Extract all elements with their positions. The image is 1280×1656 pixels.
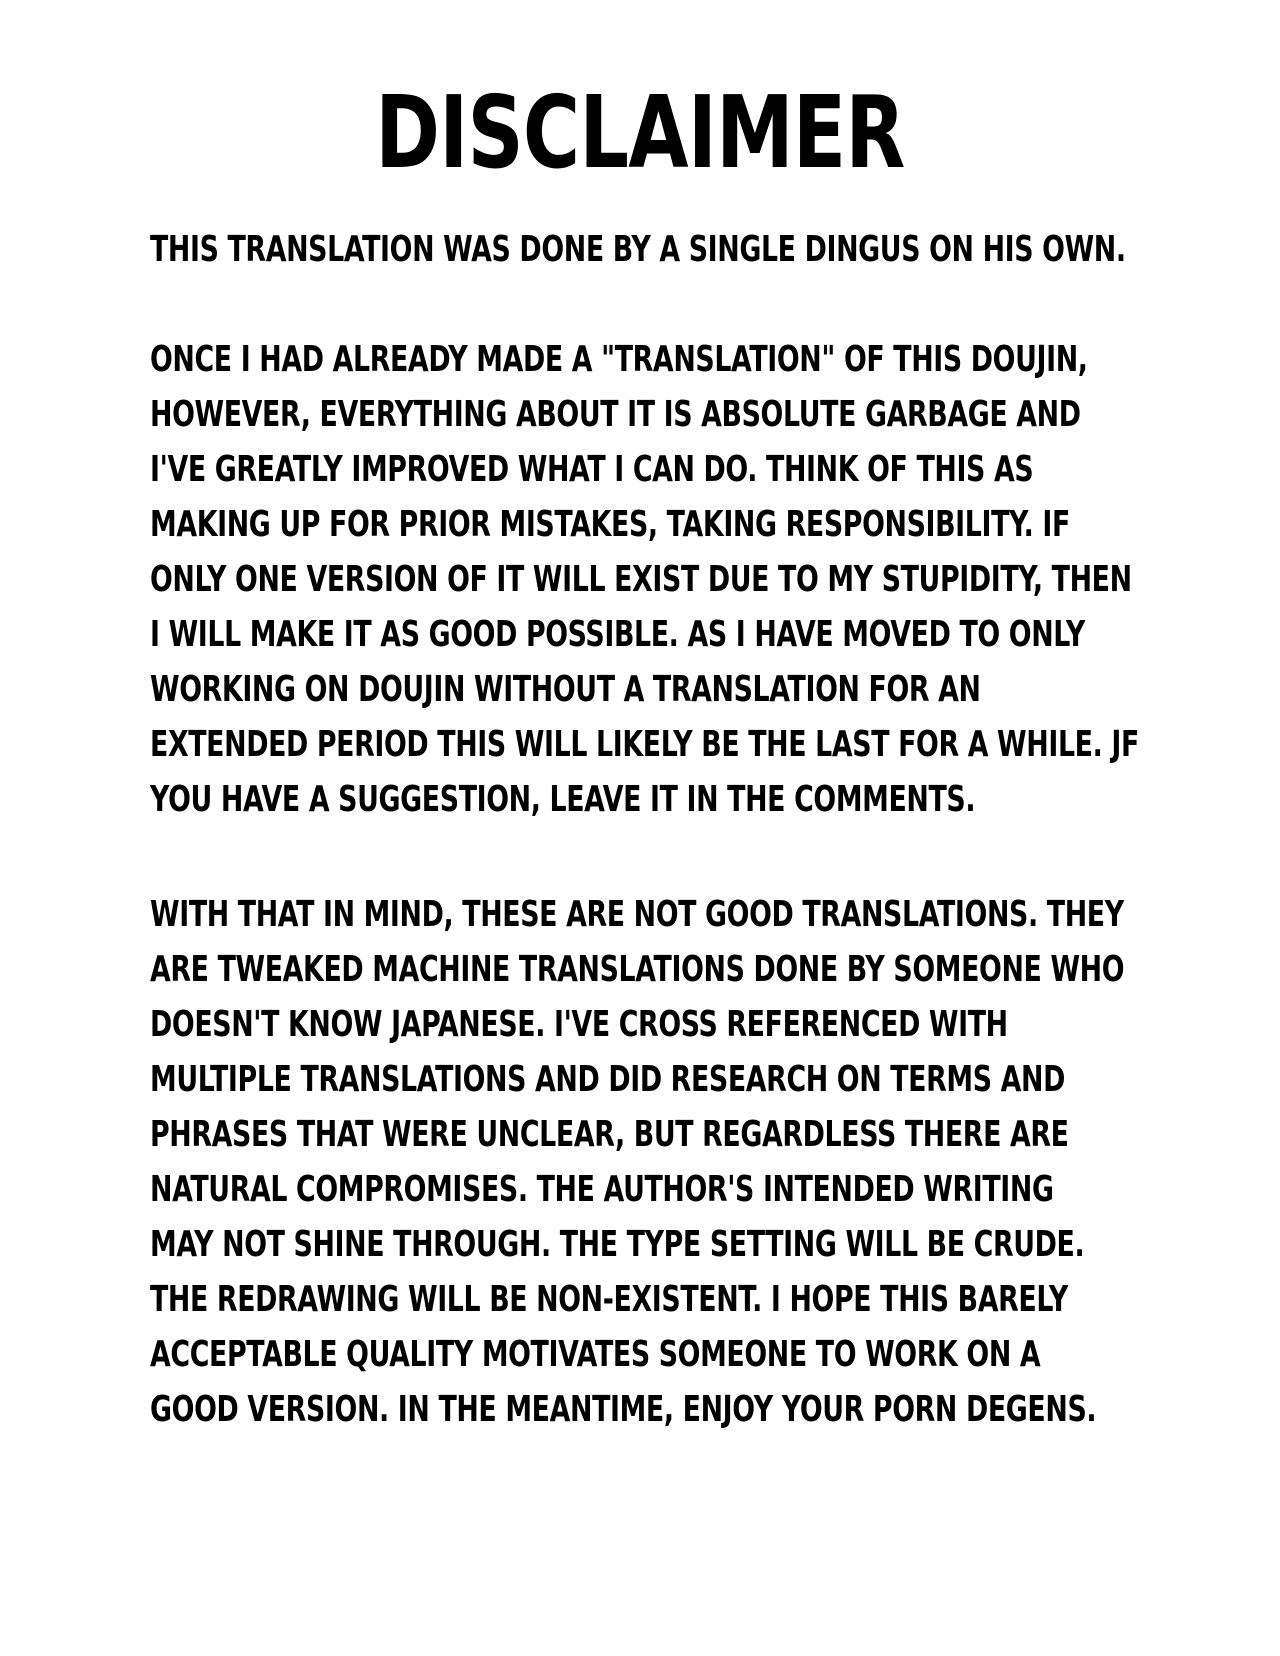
- paragraph-2-line-3: I'VE GREATLY IMPROVED WHAT I CAN DO. THINK OF THIS AS: [150, 449, 1034, 490]
- paragraph-2-line-5: ONLY ONE VERSION OF IT WILL EXIST DUE TO MY STUPIDITY, THEN: [150, 559, 1132, 600]
- paragraph-3-line-3: DOESN'T KNOW JAPANESE. I'VE CROSS REFERENCED WITH: [150, 1004, 1008, 1045]
- paragraph-2-line-4: MAKING UP FOR PRIOR MISTAKES, TAKING RESPONSIBILITY. IF: [150, 504, 1070, 545]
- paragraph-3-line-4: MULTIPLE TRANSLATIONS AND DID RESEARCH ON TERMS AND: [150, 1059, 1065, 1100]
- paragraph-1-line-1: THIS TRANSLATION WAS DONE BY A SINGLE DINGUS ON HIS OWN.: [150, 229, 1126, 270]
- paragraph-2-line-2: HOWEVER, EVERYTHING ABOUT IT IS ABSOLUTE GARBAGE AND: [150, 394, 1081, 435]
- paragraph-3-line-1: WITH THAT IN MIND, THESE ARE NOT GOOD TRANSLATIONS. THEY: [150, 894, 1124, 935]
- paragraph-2-line-8: EXTENDED PERIOD THIS WILL LIKELY BE THE LAST FOR A WHILE. JF: [150, 724, 1139, 765]
- paragraph-3-line-5: PHRASES THAT WERE UNCLEAR, BUT REGARDLESS THERE ARE: [150, 1114, 1069, 1155]
- paragraph-3-line-8: THE REDRAWING WILL BE NON-EXISTENT. I HOPE THIS BARELY: [150, 1279, 1068, 1320]
- paragraph-2-line-9: YOU HAVE A SUGGESTION, LEAVE IT IN THE COMMENTS.: [150, 779, 976, 820]
- paragraph-2-line-1: ONCE I HAD ALREADY MADE A "TRANSLATION" OF THIS DOUJIN,: [150, 339, 1088, 380]
- paragraph-3-line-2: ARE TWEAKED MACHINE TRANSLATIONS DONE BY SOMEONE WHO: [150, 949, 1125, 990]
- paragraph-2-line-7: WORKING ON DOUJIN WITHOUT A TRANSLATION FOR AN: [150, 669, 981, 710]
- paragraph-3-line-9: ACCEPTABLE QUALITY MOTIVATES SOMEONE TO WORK ON A: [150, 1334, 1041, 1375]
- paragraph-3-line-7: MAY NOT SHINE THROUGH. THE TYPE SETTING WILL BE CRUDE.: [150, 1224, 1085, 1265]
- paragraph-2-line-6: I WILL MAKE IT AS GOOD POSSIBLE. AS I HAVE MOVED TO ONLY: [150, 614, 1085, 655]
- paragraph-3-line-10: GOOD VERSION. IN THE MEANTIME, ENJOY YOUR PORN DEGENS.: [150, 1389, 1097, 1430]
- paragraph-3-line-6: NATURAL COMPROMISES. THE AUTHOR'S INTENDED WRITING: [150, 1169, 1054, 1210]
- page-title: DISCLAIMER: [375, 74, 905, 191]
